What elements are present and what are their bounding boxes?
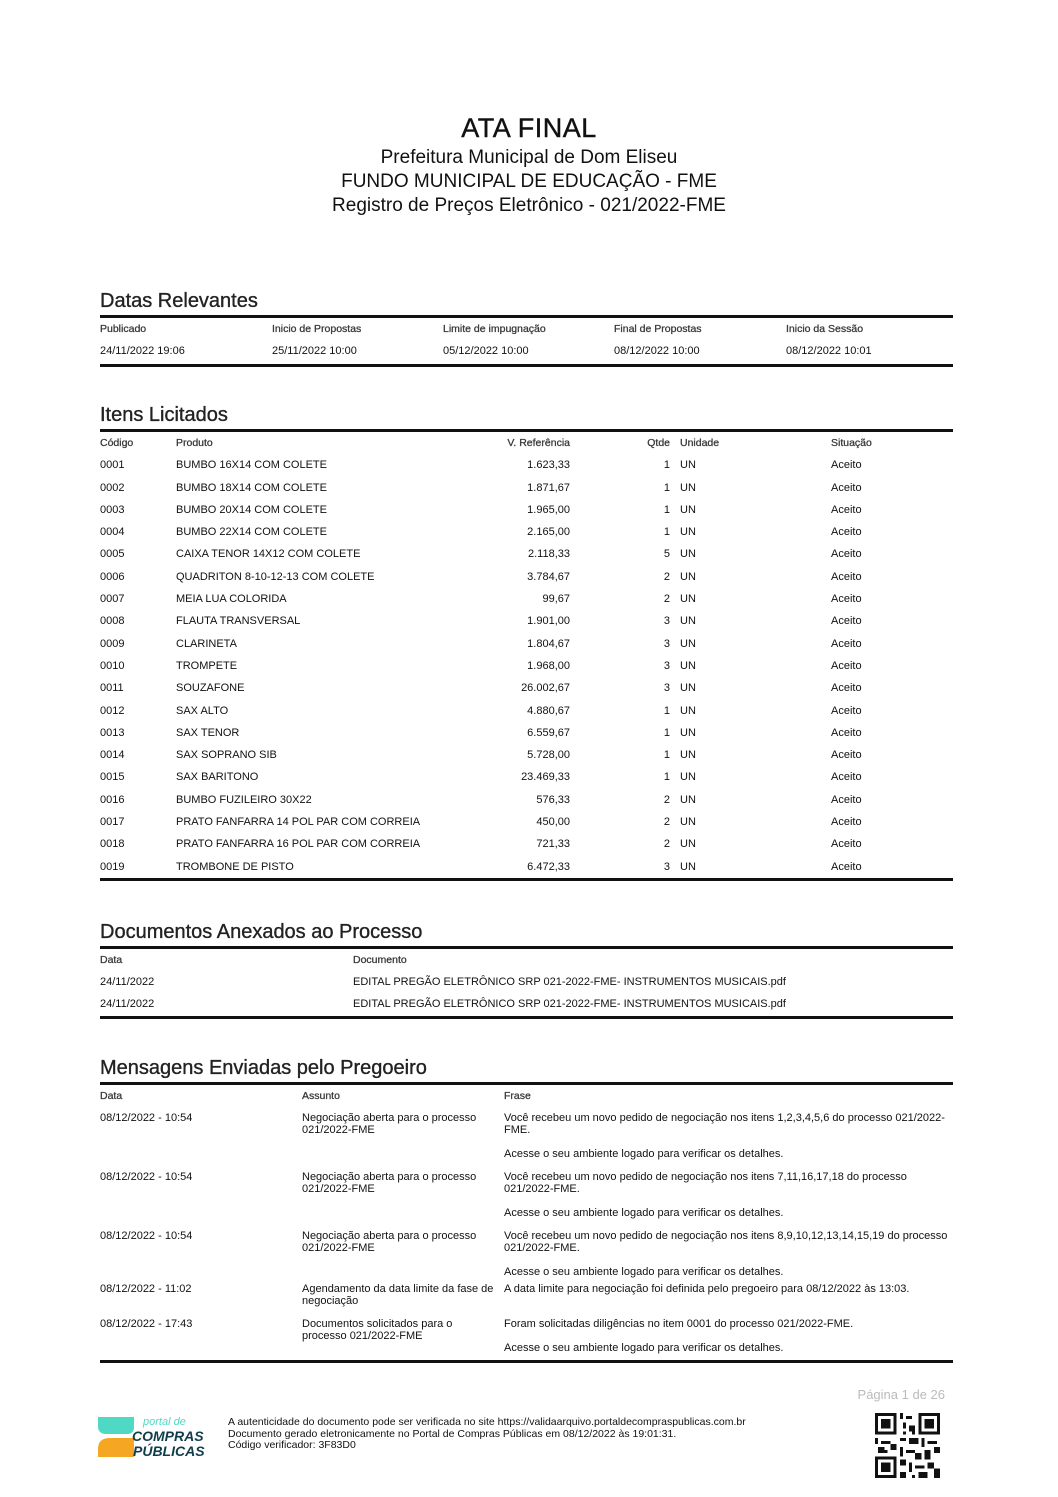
message-row <box>100 1278 953 1313</box>
item-status: Aceito <box>831 860 862 873</box>
item-quantity: 2 <box>663 593 670 606</box>
item-reference-value: 99,67 <box>542 593 570 606</box>
item-unit: UN <box>680 682 696 695</box>
qr-code-icon[interactable] <box>875 1413 940 1478</box>
col-publicado: Publicado <box>100 323 147 335</box>
table-row <box>100 340 953 362</box>
table-row <box>100 655 953 677</box>
item-code: 0018 <box>100 838 125 851</box>
section-datas-relevantes <box>100 289 953 367</box>
item-product: CAIXA TENOR 14X12 COM COLETE <box>176 548 361 561</box>
table-header <box>100 432 953 454</box>
item-reference-value: 721,33 <box>536 838 570 851</box>
item-reference-value: 450,00 <box>536 816 570 829</box>
item-quantity: 2 <box>663 570 670 583</box>
item-unit: UN <box>680 637 696 650</box>
item-quantity: 3 <box>663 682 670 695</box>
item-unit: UN <box>680 860 696 873</box>
item-code: 0019 <box>100 860 125 873</box>
message-text <box>504 1171 949 1219</box>
message-note: Acesse o seu ambiente logado para verificar os detalhes. <box>504 1207 784 1219</box>
item-quantity: 1 <box>663 503 670 516</box>
section-title: Documentos Anexados ao Processo <box>100 921 423 943</box>
item-reference-value: 3.784,67 <box>527 570 570 583</box>
item-unit: UN <box>680 459 696 472</box>
generated-line: Documento gerado eletronicamente no Portal de Compras Públicas em 08/12/2022 às 19:01:31. <box>228 1427 677 1440</box>
col-limite-impugnacao: Limite de impugnação <box>443 323 546 335</box>
item-reference-value: 1.965,00 <box>527 503 570 516</box>
message-date: 08/12/2022 - 10:54 <box>100 1171 193 1183</box>
item-unit: UN <box>680 816 696 829</box>
item-reference-value: 1.623,33 <box>527 459 570 472</box>
item-quantity: 2 <box>663 838 670 851</box>
item-code: 0017 <box>100 816 125 829</box>
item-reference-value: 2.118,33 <box>527 548 570 561</box>
item-status: Aceito <box>831 771 862 784</box>
col-qtde: Qtde <box>647 437 670 449</box>
item-reference-value: 5.728,00 <box>527 749 570 762</box>
table-row <box>100 744 953 766</box>
item-quantity: 1 <box>663 459 670 472</box>
item-product: BUMBO 16X14 COM COLETE <box>176 459 327 472</box>
table-row <box>100 454 953 476</box>
item-reference-value: 26.002,67 <box>521 682 570 695</box>
message-text <box>504 1112 949 1160</box>
message-subject: Negociação aberta para o processo 021/2022-FME <box>302 1112 477 1136</box>
message-body: Você recebeu um novo pedido de negociação nos itens 8,9,10,12,13,14,15,19 do processo 021/2022-FME. <box>504 1230 948 1254</box>
section-bottom-divider <box>100 878 953 881</box>
doc-link[interactable]: EDITAL PREGÃO ELETRÔNICO SRP 021-2022-FME- INSTRUMENTOS MUSICAIS.pdf <box>353 998 786 1010</box>
item-unit: UN <box>680 771 696 784</box>
item-product: TROMPETE <box>176 659 238 672</box>
item-reference-value: 1.871,67 <box>527 481 570 494</box>
item-unit: UN <box>680 503 696 516</box>
item-reference-value: 2.165,00 <box>527 526 570 539</box>
item-product: BUMBO 22X14 COM COLETE <box>176 526 327 539</box>
message-row <box>100 1225 953 1278</box>
section-bottom-divider <box>100 1016 953 1019</box>
item-product: BUMBO FUZILEIRO 30X22 <box>176 793 312 806</box>
item-product: QUADRITON 8-10-12-13 COM COLETE <box>176 570 375 583</box>
message-row <box>100 1166 953 1225</box>
item-product: CLARINETA <box>176 637 237 650</box>
authenticity-line: A autenticidade do documento pode ser verificada no site https://validaarquivo.portaldecompraspublicas.com.br <box>228 1416 746 1428</box>
item-status: Aceito <box>831 637 862 650</box>
item-reference-value: 1.968,00 <box>527 659 570 672</box>
item-quantity: 3 <box>663 860 670 873</box>
item-status: Aceito <box>831 704 862 717</box>
item-code: 0003 <box>100 503 125 516</box>
item-unit: UN <box>680 704 696 717</box>
message-body: Você recebeu um novo pedido de negociação nos itens 7,11,16,17,18 do processo 021/2022-FME. <box>504 1171 907 1195</box>
item-product: BUMBO 20X14 COM COLETE <box>176 503 327 516</box>
message-date: 08/12/2022 - 10:54 <box>100 1230 193 1242</box>
item-quantity: 2 <box>663 793 670 806</box>
section-title: Datas Relevantes <box>100 290 258 312</box>
item-code: 0013 <box>100 726 125 739</box>
table-header <box>100 1085 953 1107</box>
table-row <box>100 993 953 1015</box>
message-subject: Negociação aberta para o processo 021/2022-FME <box>302 1230 477 1254</box>
item-code: 0002 <box>100 481 125 494</box>
item-unit: UN <box>680 526 696 539</box>
message-row <box>100 1313 953 1360</box>
section-title: Itens Licitados <box>100 404 228 426</box>
item-product: PRATO FANFARRA 16 POL PAR COM CORREIA <box>176 838 421 851</box>
table-row <box>100 633 953 655</box>
item-product: SOUZAFONE <box>176 682 245 695</box>
verification-code: Código verificador: 3F83D0 <box>228 1439 356 1451</box>
process-name: Registro de Preços Eletrônico - 021/2022-FME <box>332 195 726 216</box>
table-row <box>100 833 953 855</box>
item-unit: UN <box>680 548 696 561</box>
item-status: Aceito <box>831 726 862 739</box>
item-code: 0008 <box>100 615 125 628</box>
item-quantity: 3 <box>663 615 670 628</box>
item-unit: UN <box>680 793 696 806</box>
item-reference-value: 23.469,33 <box>521 771 570 784</box>
item-unit: UN <box>680 659 696 672</box>
item-reference-value: 1.901,00 <box>527 615 570 628</box>
item-product: SAX SOPRANO SIB <box>176 749 277 762</box>
item-quantity: 5 <box>663 548 670 561</box>
col-documento: Documento <box>353 954 407 966</box>
organization-name: Prefeitura Municipal de Dom Eliseu <box>380 147 678 168</box>
section-mensagens-pregoeiro <box>100 1056 953 1363</box>
message-note: Acesse o seu ambiente logado para verificar os detalhes. <box>504 1266 784 1278</box>
table-row <box>100 521 953 543</box>
col-v-referencia: V. Referência <box>507 437 570 449</box>
page-number: Página 1 de 26 <box>857 1387 945 1402</box>
col-inicio-propostas: Inicio de Propostas <box>272 323 362 335</box>
item-code: 0009 <box>100 637 125 650</box>
document-header <box>0 110 1058 218</box>
item-status: Aceito <box>831 749 862 762</box>
item-code: 0011 <box>100 682 124 695</box>
table-row <box>100 722 953 744</box>
item-quantity: 1 <box>663 749 670 762</box>
table-row <box>100 566 953 588</box>
footer-authenticity <box>228 1417 746 1452</box>
item-status: Aceito <box>831 593 862 606</box>
item-code: 0014 <box>100 749 125 762</box>
item-product: BUMBO 18X14 COM COLETE <box>176 481 327 494</box>
col-data: Data <box>100 1090 123 1102</box>
item-status: Aceito <box>831 659 862 672</box>
svg-text:portal de: portal de <box>143 1416 186 1428</box>
item-reference-value: 6.559,67 <box>527 726 570 739</box>
item-status: Aceito <box>831 548 862 561</box>
message-subject: Documentos solicitados para o processo 021/2022-FME <box>302 1318 453 1342</box>
fund-name: FUNDO MUNICIPAL DE EDUCAÇÃO - FME <box>341 171 717 192</box>
item-status: Aceito <box>831 459 862 472</box>
col-codigo: Código <box>100 437 134 449</box>
section-title: Mensagens Enviadas pelo Pregoeiro <box>100 1057 427 1079</box>
item-code: 0005 <box>100 548 125 561</box>
table-row <box>100 543 953 565</box>
item-status: Aceito <box>831 481 862 494</box>
item-unit: UN <box>680 570 696 583</box>
item-reference-value: 576,33 <box>536 793 570 806</box>
item-product: FLAUTA TRANSVERSAL <box>176 615 301 628</box>
message-body: A data limite para negociação foi definida pelo pregoeiro para 08/12/2022 às 13:03. <box>504 1283 910 1295</box>
table-row <box>100 477 953 499</box>
table-row <box>100 677 953 699</box>
item-status: Aceito <box>831 816 862 829</box>
item-code: 0006 <box>100 570 125 583</box>
message-date: 08/12/2022 - 17:43 <box>100 1318 193 1330</box>
document-title: ATA FINAL <box>461 113 597 143</box>
message-row <box>100 1107 953 1166</box>
item-status: Aceito <box>831 682 862 695</box>
table-row <box>100 588 953 610</box>
col-assunto: Assunto <box>302 1090 340 1102</box>
doc-link[interactable]: EDITAL PREGÃO ELETRÔNICO SRP 021-2022-FME- INSTRUMENTOS MUSICAIS.pdf <box>353 976 786 988</box>
value-inicio-sessao: 08/12/2022 10:01 <box>786 345 872 357</box>
value-final-propostas: 08/12/2022 10:00 <box>614 345 700 357</box>
item-quantity: 1 <box>663 526 670 539</box>
item-unit: UN <box>680 749 696 762</box>
item-unit: UN <box>680 726 696 739</box>
item-unit: UN <box>680 838 696 851</box>
table-row <box>100 610 953 632</box>
item-code: 0015 <box>100 771 125 784</box>
item-status: Aceito <box>831 615 862 628</box>
message-date: 08/12/2022 - 10:54 <box>100 1112 193 1124</box>
itens-table-body <box>100 454 953 878</box>
col-unidade: Unidade <box>680 437 720 449</box>
table-row <box>100 789 953 811</box>
message-subject: Agendamento da data limite da fase de negociação <box>302 1283 494 1307</box>
item-product: SAX TENOR <box>176 726 240 739</box>
col-final-propostas: Final de Propostas <box>614 323 702 335</box>
col-frase: Frase <box>504 1090 531 1102</box>
item-code: 0004 <box>100 526 125 539</box>
table-row <box>100 499 953 521</box>
item-unit: UN <box>680 615 696 628</box>
col-situacao: Situação <box>831 437 872 449</box>
col-produto: Produto <box>176 437 213 449</box>
item-code: 0007 <box>100 593 125 606</box>
table-row <box>100 971 953 993</box>
item-code: 0001 <box>100 459 125 472</box>
item-reference-value: 1.804,67 <box>527 637 570 650</box>
item-product: MEIA LUA COLORIDA <box>176 593 287 606</box>
item-quantity: 1 <box>663 704 670 717</box>
item-status: Aceito <box>831 793 862 806</box>
item-quantity: 1 <box>663 481 670 494</box>
col-inicio-sessao: Inicio da Sessão <box>786 323 864 335</box>
svg-text:COMPRAS: COMPRAS <box>132 1428 204 1444</box>
item-unit: UN <box>680 593 696 606</box>
item-quantity: 2 <box>663 816 670 829</box>
table-row <box>100 856 953 878</box>
value-limite-impugnacao: 05/12/2022 10:00 <box>443 345 529 357</box>
message-body: Foram solicitadas diligências no item 0001 do processo 021/2022-FME. <box>504 1318 854 1330</box>
doc-date: 24/11/2022 <box>100 976 155 988</box>
item-reference-value: 6.472,33 <box>527 860 570 873</box>
message-body: Você recebeu um novo pedido de negociação nos itens 1,2,3,4,5,6 do processo 021/2022-FME. <box>504 1112 945 1136</box>
message-text <box>504 1318 949 1354</box>
doc-date: 24/11/2022 <box>100 998 155 1010</box>
value-publicado: 24/11/2022 19:06 <box>100 345 185 357</box>
message-text <box>504 1230 949 1278</box>
table-row <box>100 700 953 722</box>
section-itens-licitados <box>100 403 953 881</box>
item-code: 0010 <box>100 659 125 672</box>
portal-compras-publicas-logo <box>96 1414 218 1458</box>
item-quantity: 1 <box>663 726 670 739</box>
message-subject: Negociação aberta para o processo 021/2022-FME <box>302 1171 477 1195</box>
section-bottom-divider <box>100 364 953 367</box>
item-status: Aceito <box>831 570 862 583</box>
item-product: PRATO FANFARRA 14 POL PAR COM CORREIA <box>176 816 421 829</box>
item-quantity: 3 <box>663 637 670 650</box>
message-note: Acesse o seu ambiente logado para verificar os detalhes. <box>504 1342 784 1354</box>
item-product: SAX ALTO <box>176 704 229 717</box>
section-documentos-anexados <box>100 920 953 1019</box>
table-row <box>100 766 953 788</box>
svg-text:PÚBLICAS: PÚBLICAS <box>133 1443 205 1458</box>
item-quantity: 3 <box>663 659 670 672</box>
item-status: Aceito <box>831 503 862 516</box>
message-note: Acesse o seu ambiente logado para verificar os detalhes. <box>504 1148 784 1160</box>
table-header <box>100 318 953 340</box>
item-product: SAX BARITONO <box>176 771 259 784</box>
item-status: Aceito <box>831 526 862 539</box>
section-bottom-divider <box>100 1360 953 1363</box>
logo-shapes-icon <box>96 1414 218 1458</box>
item-quantity: 1 <box>663 771 670 784</box>
item-code: 0012 <box>100 704 125 717</box>
message-date: 08/12/2022 - 11:02 <box>100 1283 192 1295</box>
item-unit: UN <box>680 481 696 494</box>
item-status: Aceito <box>831 838 862 851</box>
table-header <box>100 949 953 971</box>
item-code: 0016 <box>100 793 125 806</box>
item-product: TROMBONE DE PISTO <box>176 860 294 873</box>
value-inicio-propostas: 25/11/2022 10:00 <box>272 345 357 357</box>
item-reference-value: 4.880,67 <box>527 704 570 717</box>
table-row <box>100 811 953 833</box>
message-text <box>504 1283 949 1295</box>
col-data: Data <box>100 954 123 966</box>
